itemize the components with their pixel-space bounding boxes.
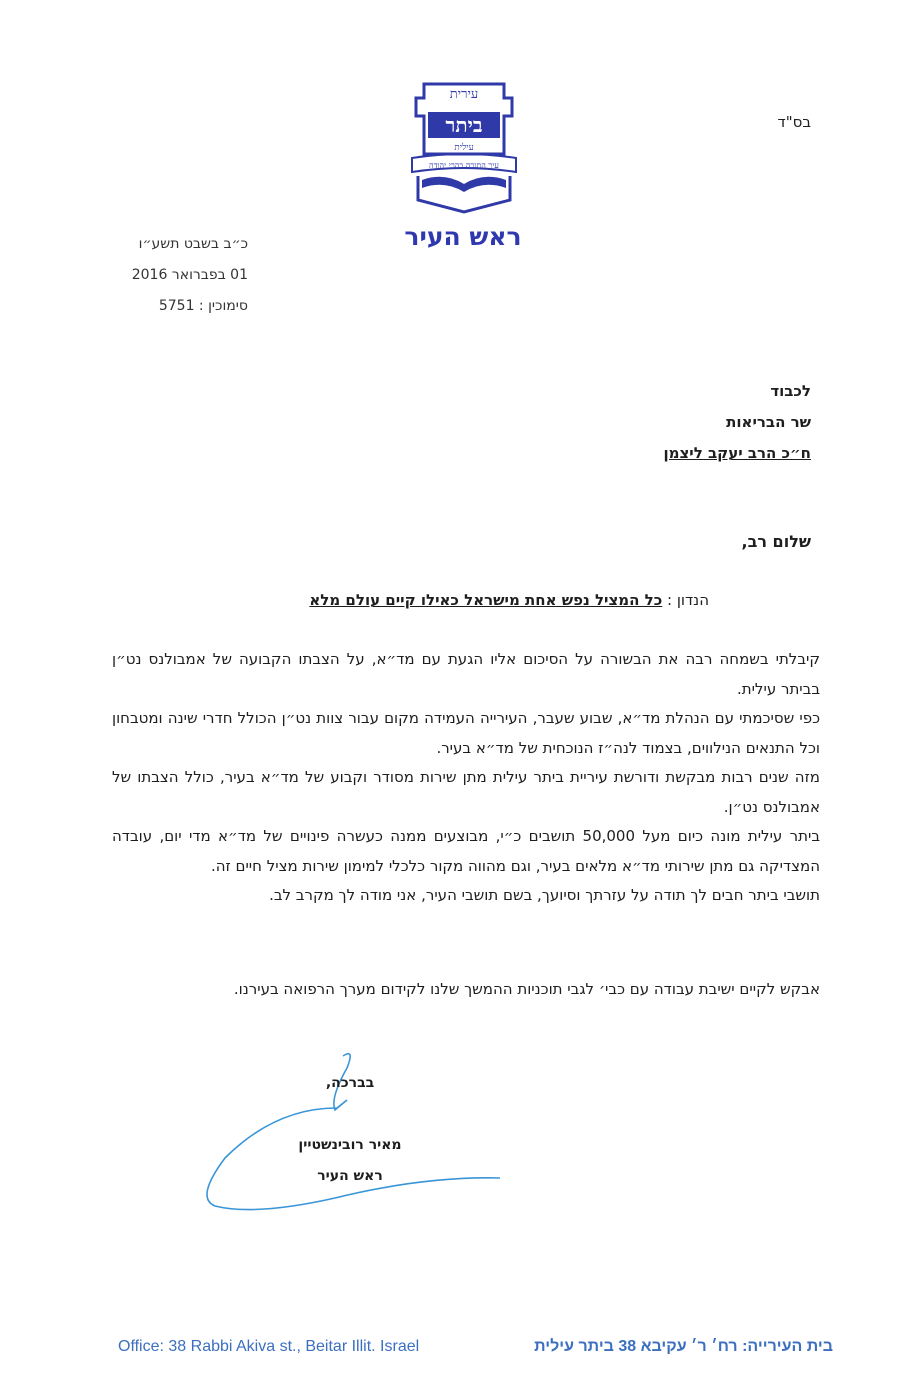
recipient-salutation: לכבוד [770,382,811,400]
body-paragraph: כפי שסיכמתי עם הנהלת מד״א, שבוע שעבר, העירייה העמידה מקום עבור צוות נט״ן הכולל חדרי שינה ומטבחון וכל התנאים הנילווים, בצמוד לנה״ז הנוכחית של מד״א בעיר. [112,709,820,757]
letter-body [112,645,820,911]
svg-text:עירית: עירית [449,87,479,102]
recipient-block [664,376,812,469]
recipient-title: שר הבריאות [726,413,811,431]
footer-address [118,1338,833,1356]
svg-text:ביתר: ביתר [445,113,483,137]
subject-line [309,591,709,609]
body-paragraph: קיבלתי בשמחה רבה את הבשורה על הסיכום אליו הגעת עם מד״א, על הצבתו הקבועה של אמבולנס נט״ן בביתר עילית. [112,650,820,698]
letter-meta [118,229,248,322]
subject-label: הנדון : [667,591,709,609]
recipient-name: ח״כ הרב יעקב ליצמן [663,444,811,462]
reference-number: סימוכין : 5751 [158,298,248,314]
office-title: ראש העיר [404,222,522,251]
subject-title: כל המציל נפש אחת מישראל כאילו קיים עולם מלא [309,591,663,609]
closing-request: אבקש לקיים ישיבת עבודה עם כבי׳ לגבי תוכניות ההמשך שלנו לקידום מערך הרפואה בעירנו. [233,980,820,998]
signer-title: ראש העיר [317,1168,383,1184]
svg-text:עיר התורה בהרי יהודה: עיר התורה בהרי יהודה [429,161,499,170]
signoff-blessing: בברכה, [325,1075,375,1091]
footer-hebrew: בית העירייה: רח׳ ר׳ עקיבא 38 ביתר עילית [534,1338,833,1355]
hebrew-date: כ״ב בשבט תשע״ו [138,236,248,252]
body-paragraph: מזה שנים רבות מבקשת ודורשת עיריית ביתר עילית מתן שירות מסודר וקבוע של מד״א בעיר, כולל הצבתו של אמבולנס נט״ן. [112,768,820,816]
signer-name: מאיר רובינשטיין [298,1137,402,1153]
signoff-block [290,1068,410,1192]
body-paragraph: ביתר עילית מונה כיום מעל 50,000 תושבים כ״י, מבוצעים ממנה כעשרה פינויים של מד״א מדי יום, עובדה המצדיקה גם מתן שירותי מד״א מלאים בעיר, וגם מהווה מקור כלכלי למימון שירות מציל חיים זה. [112,827,820,875]
gregorian-date: 01 בפברואר 2016 [131,267,248,283]
svg-text:עילית: עילית [454,143,474,153]
footer-english: Office: 38 Rabbi Akiva st., Beitar Illit. Israel [118,1338,420,1355]
bsd-header: בס"ד [777,113,811,131]
greeting: שלום רב, [741,532,811,551]
municipal-crest-icon [404,76,524,216]
body-paragraph: תושבי ביתר חבים לך תודה על עזרתך וסיועך, בשם תושבי העיר, אני מודה לך מקרב לב. [269,886,820,904]
